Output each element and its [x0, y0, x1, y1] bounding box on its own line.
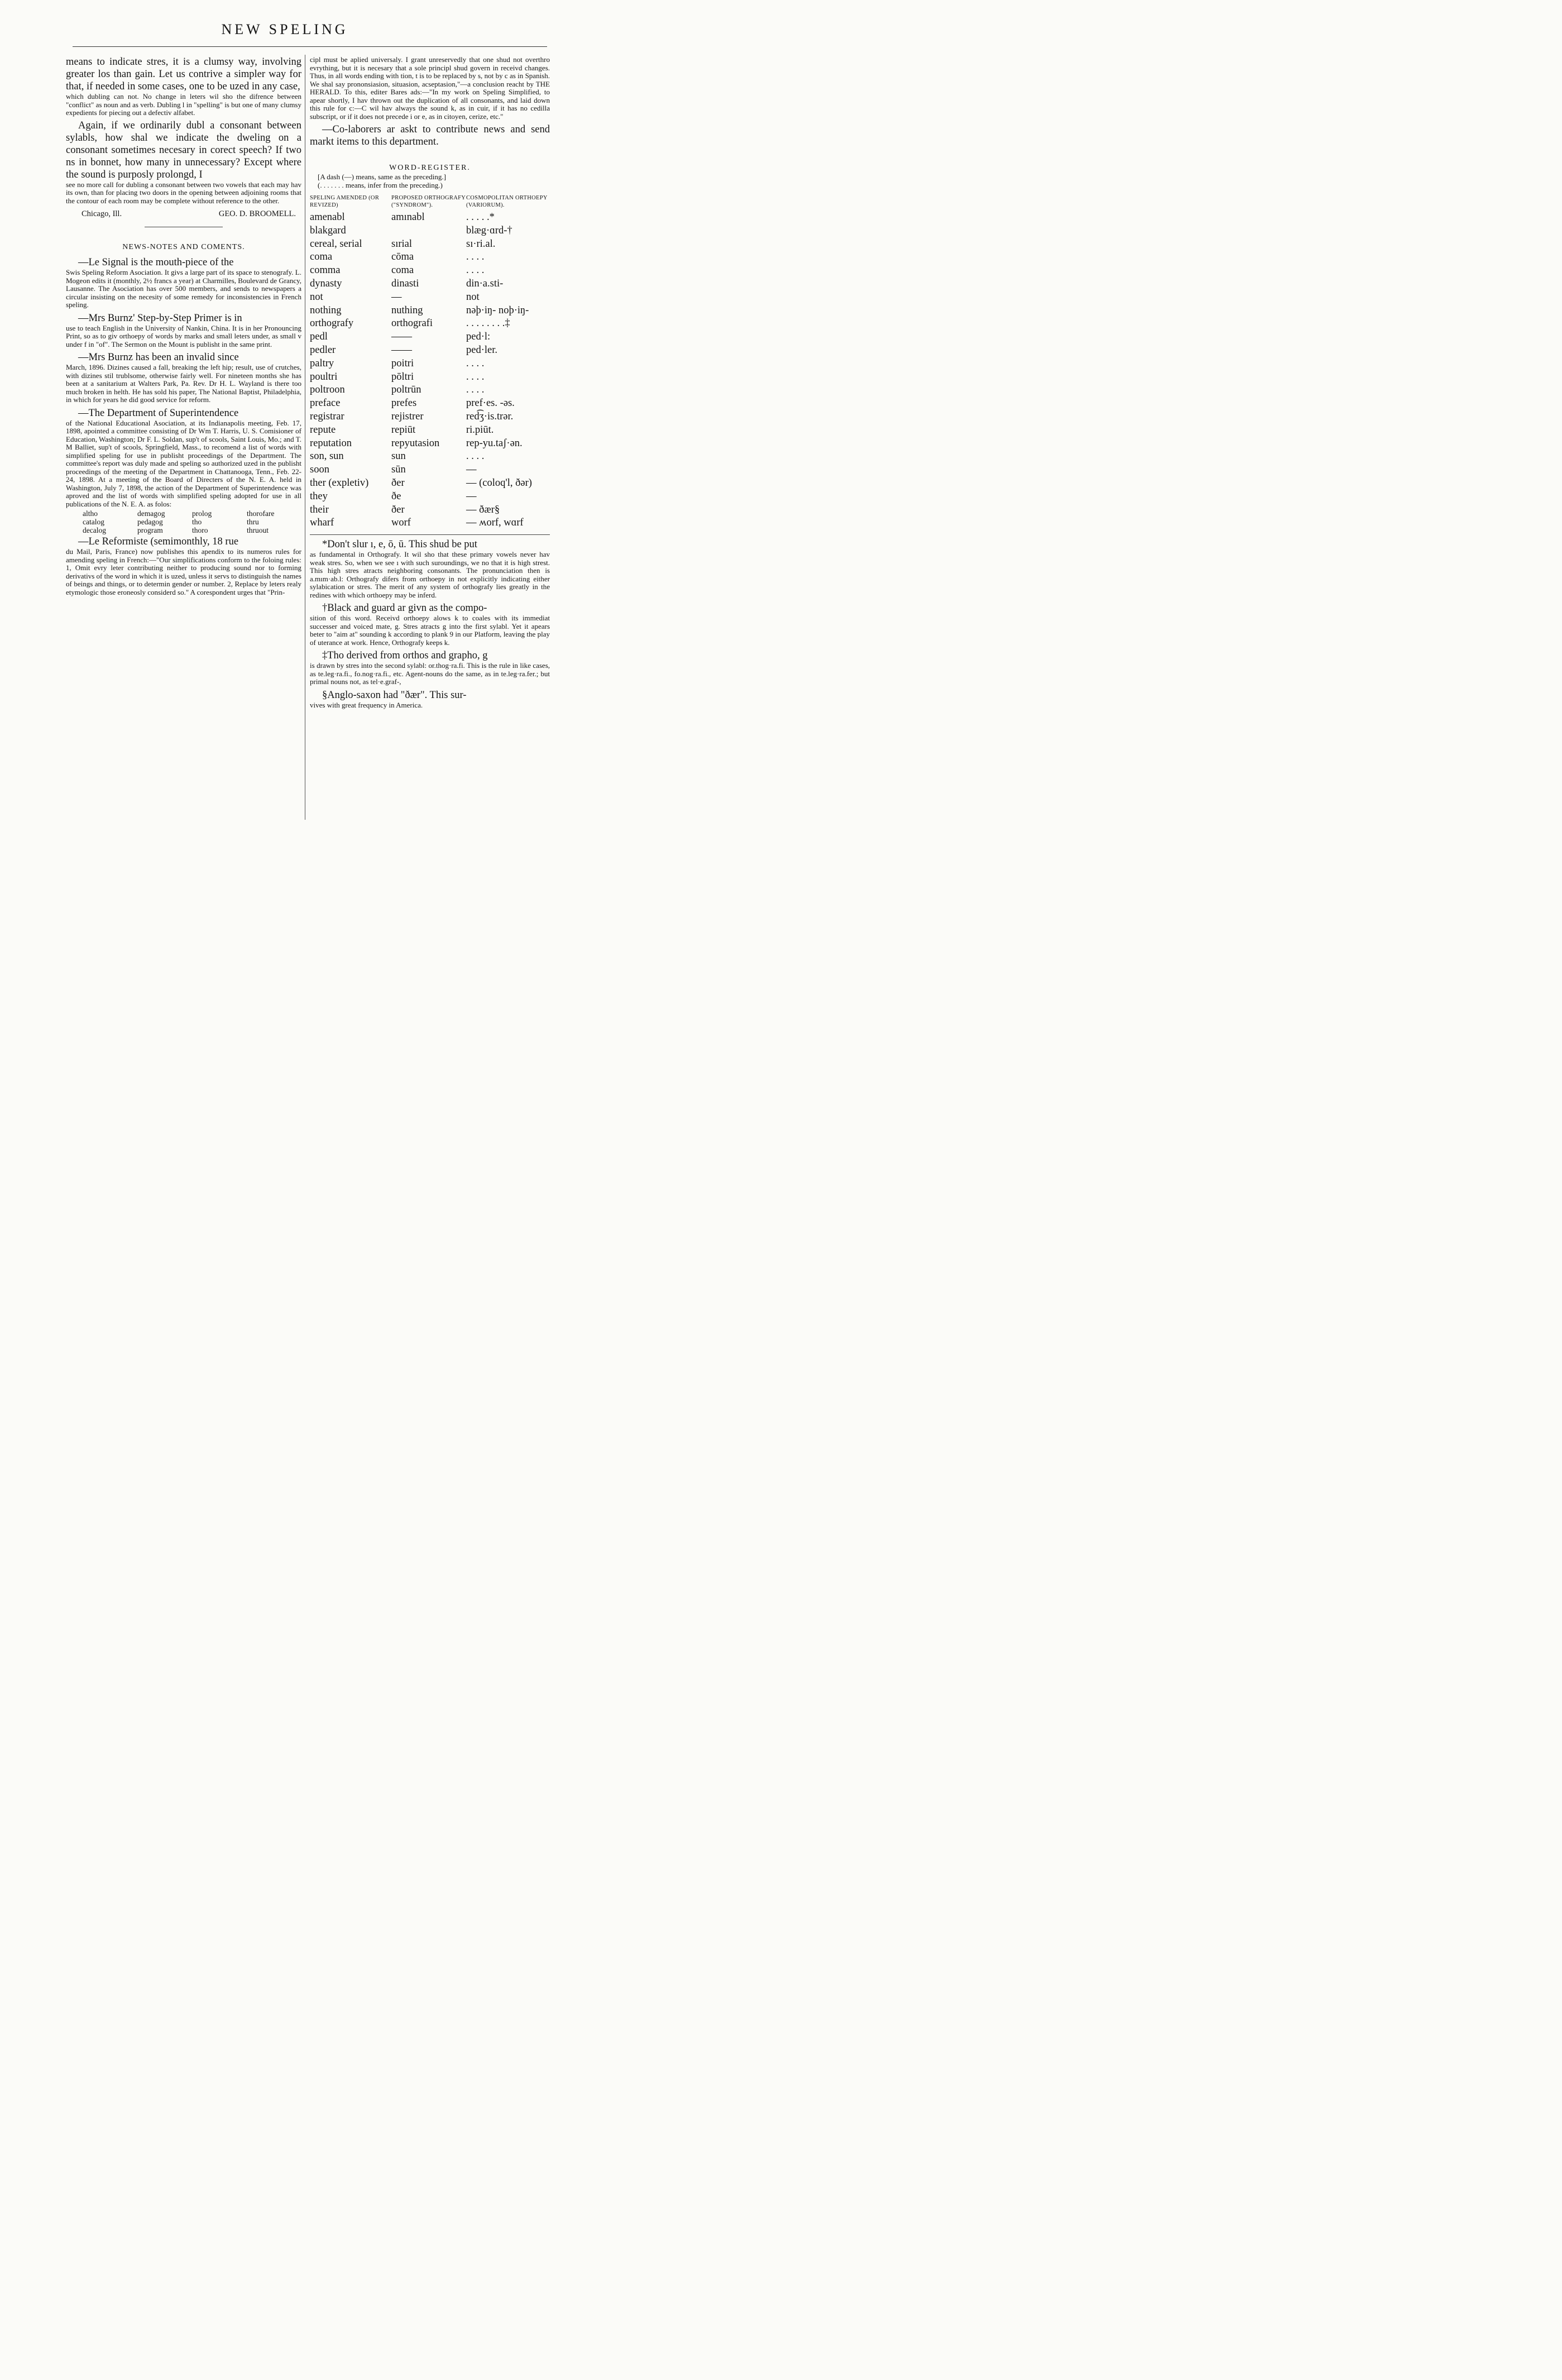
word-list-item: prolog — [192, 509, 212, 518]
register-cell: poltrūn — [391, 384, 421, 396]
register-cell: . . . . .* — [466, 212, 495, 223]
register-row — [310, 490, 550, 504]
signature — [82, 209, 296, 219]
register-cell: orthografi — [391, 318, 433, 329]
register-row — [310, 331, 550, 344]
footnote-2-body: sition of this word. Receivd orthoepy alows k to coales with its immediat successer and voiced mate, g. Stres atracts g into the first sylabl. Yet it apears beter to "aim at" sounding k according to plank 9 in our Platform, leaving the play of uterance at work. Hence, Orthografy keeps k. — [310, 614, 550, 647]
word-list-item: altho — [83, 509, 98, 518]
register-cell: blakgard — [310, 224, 346, 236]
column-header: PROPOSED ORTHOGRAFY ("SYNDROM"). — [391, 195, 466, 208]
column-header: SPELING AMENDED (OR REVIZED) — [310, 195, 380, 208]
register-row — [310, 477, 550, 490]
register-row — [310, 224, 550, 238]
register-cell: ðer — [391, 477, 405, 489]
word-list-item: tho — [192, 518, 202, 526]
register-cell: preface — [310, 398, 341, 409]
register-cell — [391, 224, 466, 238]
register-cell: wharf — [310, 517, 334, 529]
para-1-large: means to indicate stres, it is a clumsy way, involving greater los than gain. Let us contrive a simpler way for that, if needed in some cases, one to be uzed in any case, — [66, 56, 301, 92]
legend-dash: [A dash (—) means, same as the preceding.] — [318, 173, 446, 181]
register-cell: . . . . . . . .‡ — [466, 318, 510, 329]
register-cell: blæg·ɑrd-† — [466, 224, 512, 236]
column-header: COSMOPOLITAN ORTHOEPY (VARIORUM). — [466, 195, 548, 208]
header-rule — [73, 46, 547, 47]
register-cell: amınabl — [391, 212, 425, 223]
footnote-4-body: vives with great frequency in America. — [310, 700, 423, 709]
register-row — [310, 211, 550, 224]
register-cell: rep-yu.taʃ·ən. — [466, 437, 523, 449]
register-cell: paltry — [310, 357, 334, 369]
register-cell: rejistrer — [391, 410, 424, 422]
register-cell: — (coloq'l, ðər) — [466, 477, 532, 489]
footnote-2-lead: †Black and guard ar givn as the compo- — [322, 603, 487, 614]
register-row — [310, 291, 550, 304]
register-cell: dinasti — [391, 278, 419, 289]
footnote-4-lead: §Anglo-saxon had "ðær". This sur- — [322, 689, 467, 701]
word-list-item: thoro — [192, 526, 208, 534]
register-cell: ther (expletiv) — [310, 477, 369, 489]
register-row — [310, 357, 550, 371]
register-cell: . . . . — [466, 451, 485, 462]
register-row — [310, 278, 550, 291]
right-column — [310, 56, 550, 709]
note-3-body: March, 1896. Dizines caused a fall, breaking the left hip; result, use of crutches, with dizines stil trublsome, otherwise fairly well. For nineteen months she has been at a sanitarium at Walters Park, Pa. Rev. Dr H. L. Wayland is there too much broken in helth. He has sold his paper, The National Baptist, Philadelphia, in which for years he did good service for reform. — [66, 363, 301, 404]
register-cell: not — [466, 291, 480, 303]
note-3-lead: —Mrs Burnz has been an invalid since — [78, 352, 239, 363]
note-4-body: of the National Educational Asociation, at its Indianapolis meeting, Feb. 17, 1898, apointed a committee consisting of Dr Wm T. Harris, U. S. Comisioner of Education, Washington; Dr F. L. Soldan, sup't of scools, Saint Louis, Mo.; and T. M Balliet, sup't of scools, Springfield, Mass., to recomend a list of words with simplified speling for use in publisht proceedings of the Department. The committee's report was duly made and speling so authorized uzed in the publisht proceedings of the meeting of the Department in Chattanooga, Tenn., Feb. 22-24, 1898. At a meeting of the Board of Directers of the N. E. A. held in Washington, July 7, 1898, the action of the Department of Superintendence was aproved and the list of words with simplified speling adopted for use in all publications of the N. E. A. as folos: — [66, 418, 301, 508]
register-cell: dynasty — [310, 278, 342, 289]
register-cell: —— — [391, 331, 412, 343]
register-cell: son, sun — [310, 451, 344, 462]
register-cell: repute — [310, 424, 336, 436]
register-cell: pedler — [310, 344, 336, 356]
register-cell: — — [391, 291, 402, 303]
register-cell: ðer — [391, 504, 405, 515]
word-list-item: demagog — [137, 509, 165, 518]
footnote-3-body: is drawn by stres into the second sylabl: or.thog·ra.fi. This is the rule in like cases, as te.leg·ra.fi., fo.nog·ra.fi., etc. Agent-nouns do the same, as in te.leg·ra.fer.; but primal nouns not, as tel·e.graf-, — [310, 661, 550, 686]
word-list-item: thru — [247, 518, 259, 526]
register-cell: poultri — [310, 371, 338, 383]
note-5-lead: —Le Reformiste (semimonthly, 18 rue — [78, 536, 239, 547]
register-cell: . . . . — [466, 371, 485, 383]
register-cell: reputation — [310, 437, 352, 449]
register-cell: repyutasion — [391, 437, 440, 449]
register-cell: . . . . — [466, 357, 485, 369]
register-column-headers — [310, 195, 550, 209]
word-list-item: pedagog — [137, 518, 163, 526]
register-cell: ðe — [391, 490, 401, 502]
footnote-1-lead: *Don't slur ı, e, ō, ū. This shud be put — [322, 539, 477, 551]
register-row — [310, 264, 550, 278]
legend-dots: (. . . . . . . means, infer from the preceding.) — [318, 181, 443, 189]
register-cell: — — [466, 490, 477, 502]
register-row — [310, 251, 550, 264]
para-2-small: see no more call for dubling a consonant between two vowels that each may hav its own, than for placing two doors in the opening between adjoining rooms that the contour of each room may be complete without reference to the other. — [66, 180, 301, 205]
news-heading: NEWS-NOTES AND COMENTS. — [122, 243, 245, 251]
register-row — [310, 371, 550, 384]
register-cell: poltroon — [310, 384, 345, 396]
register-cell: nuthing — [391, 304, 423, 316]
register-row — [310, 238, 550, 251]
register-cell: registrar — [310, 410, 344, 422]
register-cell: soon — [310, 464, 329, 476]
continued-text: cipl must be aplied universaly. I grant unreservedly that one shud not overthro evrything, but it is necesary that a sole principl shud govern in receivd changes. Thus, in all words ending with tion, t is to be replaced by s, not by c as in Spanish. We shal say prononsiasion, situasion, acseptasion,"—a conclusion reacht by THE HERALD. To this, editer Bares ads:—"In my work on Speling Simplified, to apear shortly, I hav thrown out the duplication of all consonants, and laid down this rule for c:—C wil hav always the sound k, as in cuir, if it has no cedilla subscript, or if it does not precede i or e, as in citoyen, cerize, etc." — [310, 55, 550, 121]
register-cell: comma — [310, 265, 341, 276]
register-row — [310, 410, 550, 424]
register-row — [310, 344, 550, 357]
register-cell: cereal, serial — [310, 238, 362, 250]
register-cell: not — [310, 291, 323, 303]
register-row — [310, 450, 550, 463]
word-register-heading: WORD-REGISTER. — [389, 164, 471, 172]
footnote-3-lead: ‡Tho derived from orthos and grapho, g — [322, 650, 488, 662]
register-cell: ped·ler. — [466, 344, 497, 356]
signature-place: Chicago, Ill. — [82, 209, 122, 218]
register-cell: they — [310, 490, 328, 502]
word-register-table — [310, 211, 550, 530]
register-cell: coma — [391, 265, 414, 276]
register-row — [310, 463, 550, 477]
register-cell: din·a.sti- — [466, 278, 504, 289]
register-cell: repiūt — [391, 424, 416, 436]
note-5-body: du Mail, Paris, France) now publishes this apendix to its numeros rules for amending speling in French:—"Our simplifications conform to the foloing rules: 1, Omit evry leter contributing neither to producing sound nor to forming derivativs of the word in which it is uzed, unless it servs to distinguish the names of beings and things, or to determin gender or number. 2, Replace by leters realy etymologic those eroneosly considerd so." A corespondent urges that "Prin- — [66, 547, 301, 596]
register-row — [310, 384, 550, 397]
register-cell: poitri — [391, 357, 414, 369]
register-cell: coma — [310, 251, 333, 263]
word-list-item: decalog — [83, 526, 106, 534]
register-row — [310, 304, 550, 318]
note-1-lead: —Le Signal is the mouth-piece of the — [78, 257, 234, 268]
register-cell: ri.piūt. — [466, 424, 494, 436]
note-4-lead: —The Department of Superintendence — [78, 407, 239, 419]
running-header: NEW SPELING — [221, 21, 348, 37]
word-list-item: thorofare — [247, 509, 275, 518]
register-cell: ped·l: — [466, 331, 491, 343]
register-cell: red͡ʒ·is.trər. — [466, 410, 514, 422]
register-cell: amenabl — [310, 212, 345, 223]
register-cell: orthografy — [310, 318, 354, 329]
register-cell: cōma — [391, 251, 414, 263]
note-2-lead: —Mrs Burnz' Step-by-Step Primer is in — [78, 312, 242, 324]
note-2-body: use to teach English in the University of Nankin, China. It is in her Pronouncing Print, so as to giv orthoepy of words by marks and small leters under, as small v under f in "of". The Sermon on the Mount is publisht in the same print. — [66, 323, 301, 348]
register-cell: sı·ri.al. — [466, 238, 496, 250]
register-cell: — ʍorf, wɑrf — [466, 517, 524, 529]
register-cell: pōltri — [391, 371, 414, 383]
register-cell: sūn — [391, 464, 406, 476]
register-cell: nothing — [310, 304, 342, 316]
register-cell: their — [310, 504, 329, 515]
register-row — [310, 397, 550, 410]
register-cell: prefes — [391, 398, 417, 409]
register-cell: sırial — [391, 238, 412, 250]
word-list-item: catalog — [83, 518, 104, 526]
colaborers-note: —Co-laborers ar askt to contribute news and send markt items to this department. — [310, 124, 550, 147]
footnote-1-body: as fundamental in Orthografy. It wil sho that these primary vowels never hav weak stres. So, when we see ı with such suroundings, we no that it is high strest. This high stres atracts neighboring consonants. The pronunciation then is a.mım·ab.l: Orthografy difers from orthoepy in not explicitly indicating either sylabication or stres. The merit of any system of orthografy lies greatly in the redines with which orthoepy may be inferd. — [310, 550, 550, 599]
left-column — [66, 56, 301, 596]
register-cell: worf — [391, 517, 411, 529]
register-cell: . . . . — [466, 251, 485, 263]
register-cell: pref·es. -əs. — [466, 398, 515, 409]
register-row — [310, 317, 550, 331]
register-cell: — ðær§ — [466, 504, 500, 515]
register-cell: — — [466, 464, 477, 476]
word-list-item: program — [137, 526, 163, 534]
register-row — [310, 437, 550, 451]
signature-name: GEO. D. BROOMELL. — [218, 209, 296, 218]
register-cell: pedl — [310, 331, 328, 343]
para-1-small: which dubling can not. No change in leters wil sho the difrence between "conflict" as noun and as verb. Dubling l in "spelling" is but one of many clumsy expedients for piecing out a defectiv alfabet. — [66, 92, 301, 117]
note-1-body: Swis Speling Reform Asociation. It givs a large part of its space to stenografy. L. Mogeon edits it (monthly, 2½ francs a year) at Charmilles, Boulevard de Grancy, Lausanne. The Asociation has over 500 members, and sends to newspapers a circular insisting on the necesity of some remedy for inconsistencies in French speling. — [66, 268, 301, 309]
register-cell: —— — [391, 344, 412, 356]
simplified-word-list — [83, 509, 301, 534]
para-2-large: Again, if we ordinarily dubl a consonant between sylabls, how shal we indicate the dweling on a consonant sometimes necesary in corect speech? If two ns in bonnet, how many in unnecessary? Except where the sound is purposly prolongd, I — [66, 120, 301, 180]
register-row — [310, 517, 550, 530]
word-list-item: thruout — [247, 526, 269, 534]
register-cell: . . . . — [466, 265, 485, 276]
register-cell: . . . . — [466, 384, 485, 396]
register-row — [310, 424, 550, 437]
register-cell: nəþ·iŋ- noþ·iŋ- — [466, 304, 529, 316]
register-row — [310, 504, 550, 517]
register-bottom-rule — [310, 534, 550, 535]
register-cell: sun — [391, 451, 406, 462]
